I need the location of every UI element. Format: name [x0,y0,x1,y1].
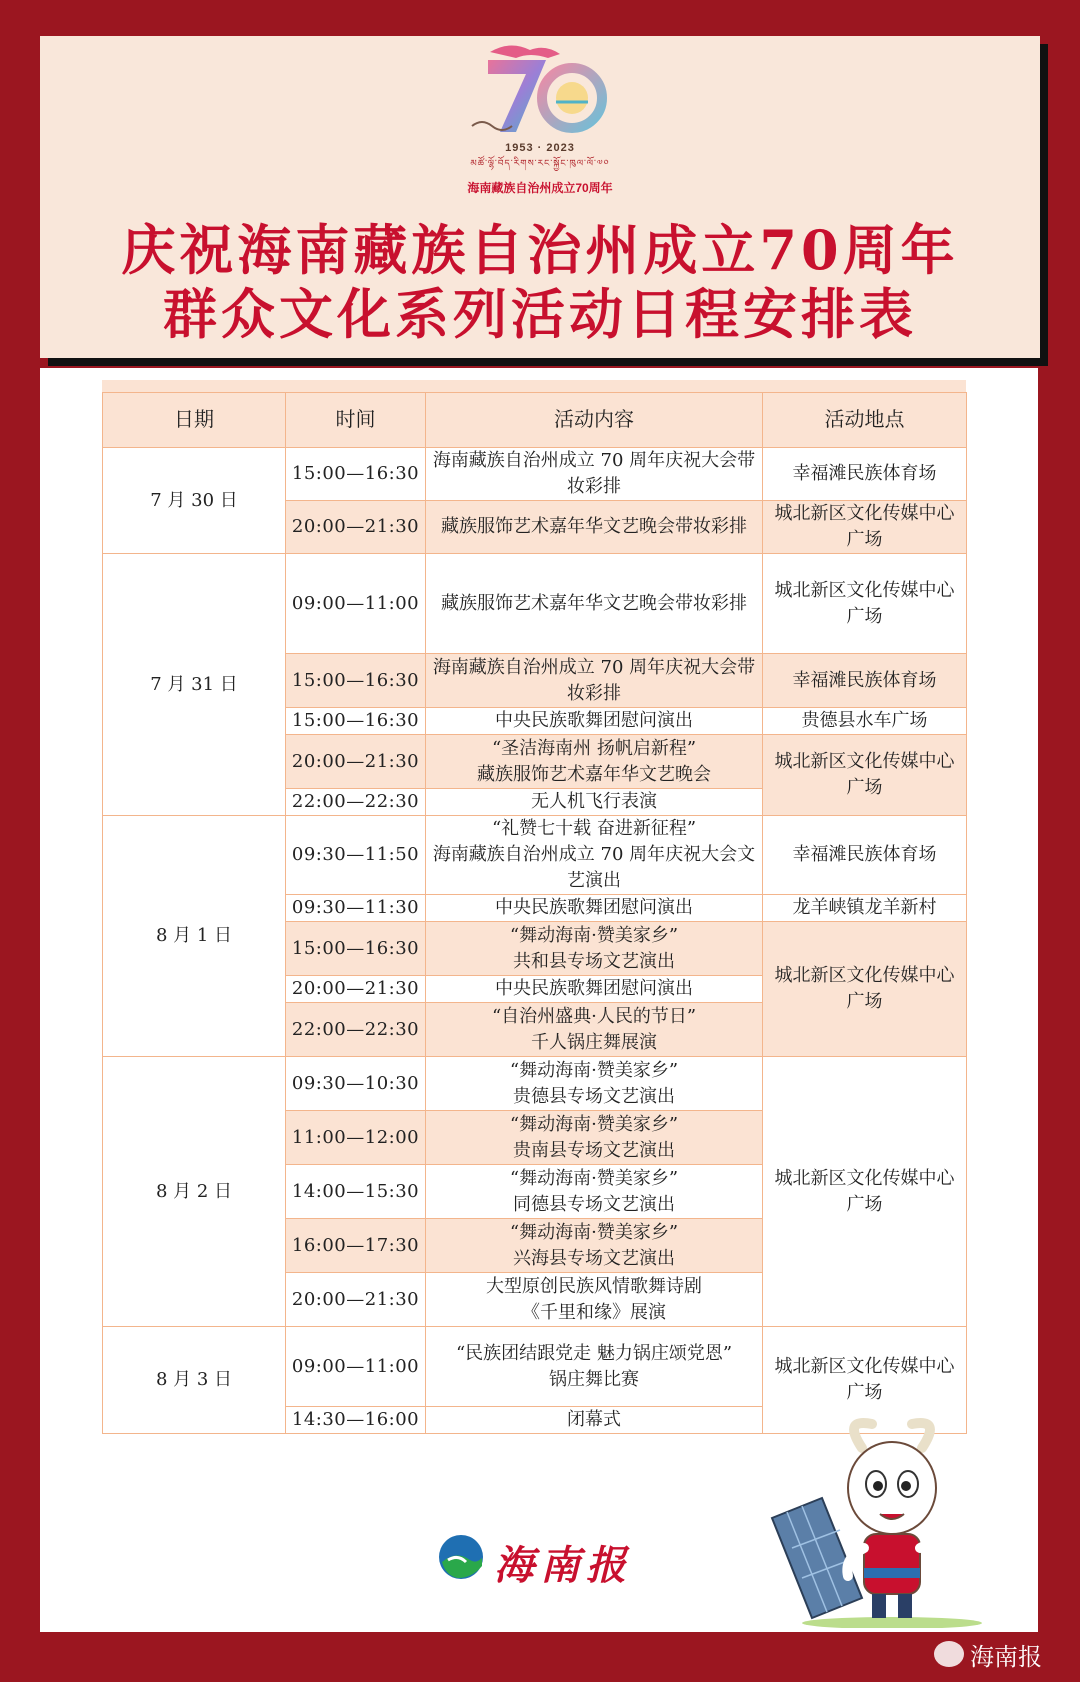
content-line: 《千里和缘》展演 [522,1301,666,1323]
table-row [103,816,967,895]
content-line: 藏族服饰艺术嘉年华文艺晚会 [477,763,711,785]
venue-cell: 贵德县水车广场 [763,708,967,735]
table-row [103,554,967,654]
time-cell: 15:00—16:30 [286,922,426,976]
date-cell: 7 月 31 日 [103,554,286,816]
time-cell: 20:00—21:30 [286,976,426,1003]
content-cell [426,1219,763,1273]
wechat-icon [934,1641,964,1667]
time-cell: 09:30—11:50 [286,816,426,895]
content-cell [426,1327,763,1407]
time-cell: 15:00—16:30 [286,708,426,735]
venue-cell: 城北新区文化传媒中心广场 [763,501,967,554]
venue-cell: 城北新区文化传媒中心广场 [763,735,967,816]
header-venue: 活动地点 [763,393,967,448]
header-time: 时间 [286,393,426,448]
time-cell: 09:30—10:30 [286,1057,426,1111]
table-row [103,1057,967,1111]
content-line: “舞动海南·赞美家乡” [509,1113,679,1135]
content-line: 同德县专场文艺演出 [513,1193,675,1215]
wechat-watermark [934,1636,1042,1672]
venue-cell: 城北新区文化传媒中心广场 [763,1057,967,1327]
page-title-line1: 庆祝海南藏族自治州成立70周年 [121,218,959,282]
content-cell [426,1057,763,1111]
date-cell: 8 月 1 日 [103,816,286,1057]
content-cell: 海南藏族自治州成立 70 周年庆祝大会带妆彩排 [426,654,763,708]
venue-cell: 幸福滩民族体育场 [763,816,967,895]
content-line: 兴海县专场文艺演出 [513,1247,675,1269]
logo-70-graphic [460,40,620,140]
content-line: 大型原创民族风情歌舞诗剧 [486,1275,702,1297]
time-cell: 20:00—21:30 [286,1273,426,1327]
content-line: 海南藏族自治州成立 70 周年庆祝大会文艺演出 [432,844,756,891]
content-cell: 无人机飞行表演 [426,789,763,816]
logo-tibetan-caption: མཚོ་ལྷོ་བོད་རིགས་རང་སྐྱོང་ཁུལ་ལོ་༧༠ [470,158,610,168]
time-cell: 16:00—17:30 [286,1219,426,1273]
content-line: “礼赞七十载 奋进新征程” [491,818,697,839]
time-cell: 15:00—16:30 [286,448,426,501]
content-line: 贵德县专场文艺演出 [513,1085,675,1107]
content-line: “舞动海南·赞美家乡” [509,1059,679,1081]
time-cell: 14:30—16:00 [286,1407,426,1434]
table-top-strip [102,380,966,392]
content-line: “舞动海南·赞美家乡” [509,1221,679,1243]
content-cell: 海南藏族自治州成立 70 周年庆祝大会带妆彩排 [426,448,763,501]
content-cell [426,735,763,789]
time-cell: 14:00—15:30 [286,1165,426,1219]
date-cell: 8 月 2 日 [103,1057,286,1327]
page-title-line2: 群众文化系列活动日程安排表 [163,282,917,346]
content-cell [426,1273,763,1327]
content-line: 锅庄舞比赛 [549,1368,639,1390]
time-cell: 15:00—16:30 [286,654,426,708]
content-cell [426,1003,763,1057]
content-line: “民族团结跟党走 魅力锅庄颂党恩” [455,1342,733,1364]
content-cell [426,1165,763,1219]
content-cell [426,816,763,895]
time-cell: 20:00—21:30 [286,501,426,554]
table-row [103,448,967,501]
time-cell: 22:00—22:30 [286,1003,426,1057]
content-cell: 闭幕式 [426,1407,763,1434]
logo-caption: 海南藏族自治州成立70周年 [467,181,613,195]
venue-cell: 城北新区文化传媒中心广场 [763,1327,967,1434]
venue-cell: 城北新区文化传媒中心广场 [763,554,967,654]
goat-mascot-illustration [752,1418,992,1628]
content-line: “舞动海南·赞美家乡” [509,1167,679,1189]
time-cell: 09:00—11:00 [286,554,426,654]
time-cell: 11:00—12:00 [286,1111,426,1165]
venue-cell: 幸福滩民族体育场 [763,448,967,501]
header-date: 日期 [103,393,286,448]
venue-cell: 城北新区文化传媒中心广场 [763,922,967,1057]
content-cell [426,1111,763,1165]
goat-character-icon [847,1423,948,1618]
content-cell: 藏族服饰艺术嘉年华文艺晚会带妆彩排 [426,501,763,554]
time-cell: 20:00—21:30 [286,735,426,789]
brand-logo-icon [436,1532,486,1582]
schedule-table [102,392,967,1434]
time-cell: 09:30—11:30 [286,895,426,922]
date-cell: 8 月 3 日 [103,1327,286,1434]
brand-text: 海南报 [494,1542,632,1589]
content-line: “圣洁海南州 扬帆启新程” [491,737,697,759]
table-row [103,1327,967,1407]
content-cell: 中央民族歌舞团慰问演出 [426,708,763,735]
content-cell: 中央民族歌舞团慰问演出 [426,976,763,1003]
venue-cell: 龙羊峡镇龙羊新村 [763,895,967,922]
content-line: 共和县专场文艺演出 [513,950,675,972]
hainan-daily-brand [436,1530,646,1590]
content-cell: 中央民族歌舞团慰问演出 [426,895,763,922]
header-content: 活动内容 [426,393,763,448]
wechat-label: 海南报 [970,1643,1042,1671]
date-cell: 7 月 30 日 [103,448,286,554]
venue-cell: 幸福滩民族体育场 [763,654,967,708]
content-line: “舞动海南·赞美家乡” [509,924,679,946]
anniversary-logo [460,40,620,195]
content-line: 千人锅庄舞展演 [531,1031,657,1053]
time-cell: 09:00—11:00 [286,1327,426,1407]
content-line: “自治州盛典·人民的节日” [491,1005,697,1027]
table-header-row [103,393,967,448]
content-cell: 藏族服饰艺术嘉年华文艺晚会带妆彩排 [426,554,763,654]
content-cell [426,922,763,976]
time-cell: 22:00—22:30 [286,789,426,816]
logo-years: 1953 · 2023 [505,142,575,154]
content-line: 贵南县专场文艺演出 [513,1139,675,1161]
